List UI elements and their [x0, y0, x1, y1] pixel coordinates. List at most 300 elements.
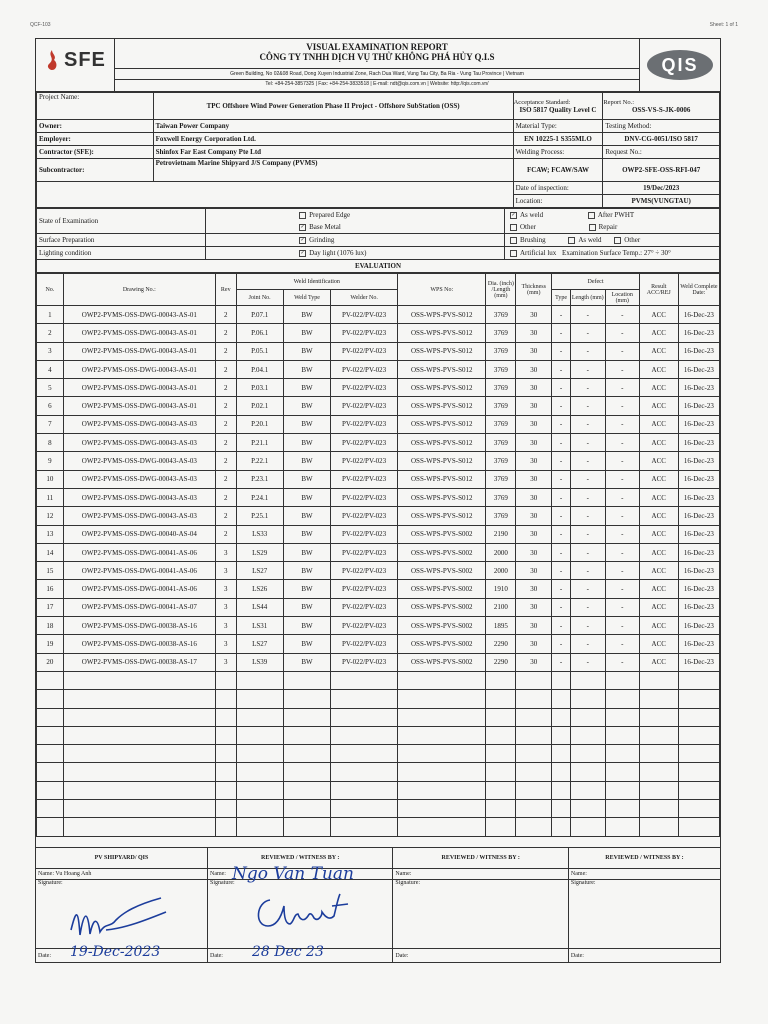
table-cell-rev: 3 [215, 562, 236, 580]
report-frame [35, 38, 721, 963]
table-row [37, 653, 720, 671]
table-cell-thk: 30 [516, 470, 552, 488]
table-cell-dtype: - [552, 379, 571, 397]
subcontractor-value: Petrovietnam Marine Shipyard J/S Company (PVMS) [153, 159, 513, 182]
table-cell-dtype: - [552, 415, 571, 433]
doc-code: QCF-103 [30, 22, 51, 28]
table-cell-rev: 2 [215, 306, 236, 324]
acceptance-standard: ISO 5817 Quality Level C [519, 105, 597, 114]
table-cell-wps: OSS-WPS-PVS-S012 [398, 342, 486, 360]
table-cell-wtype: BW [283, 507, 330, 525]
table-cell-thk: 30 [516, 306, 552, 324]
day-light-checkbox[interactable]: ✓ [300, 250, 305, 256]
table-cell-wps: OSS-WPS-PVS-S002 [398, 617, 486, 635]
table-cell-result: ACC [639, 434, 678, 452]
table-cell-date: 16-Dec-23 [678, 617, 719, 635]
table-cell-welder: PV-022/PV-023 [331, 415, 398, 433]
table-cell-drawing: OWP2-PVMS-OSS-DWG-00038-AS-17 [63, 653, 215, 671]
table-cell-no: 7 [37, 415, 64, 433]
table-cell-drawing: OWP2-PVMS-OSS-DWG-00043-AS-03 [63, 488, 215, 506]
table-cell-thk: 30 [516, 598, 552, 616]
report-title: VISUAL EXAMINATION REPORT [306, 42, 448, 52]
table-cell-joint: P.03.1 [236, 379, 283, 397]
table-cell-date: 16-Dec-23 [678, 543, 719, 561]
table-cell-result: ACC [639, 543, 678, 561]
table-cell-result: ACC [639, 653, 678, 671]
sheet-number: Sheet: 1 of 1 [709, 22, 738, 28]
table-cell-wtype: BW [283, 580, 330, 598]
table-cell-dia: 3769 [486, 360, 516, 378]
table-cell-dlen: - [570, 470, 605, 488]
table-cell-dtype: - [552, 470, 571, 488]
table-cell-rev: 2 [215, 415, 236, 433]
project-label: Project Name: [37, 93, 154, 120]
grinding-checkbox[interactable]: ✓ [300, 237, 305, 243]
table-cell-joint: LS27 [236, 562, 283, 580]
table-cell-thk: 30 [516, 342, 552, 360]
table-cell-drawing: OWP2-PVMS-OSS-DWG-00043-AS-03 [63, 452, 215, 470]
table-cell-thk: 30 [516, 452, 552, 470]
empty-table-row [37, 781, 720, 799]
table-cell-joint: LS31 [236, 617, 283, 635]
header-titles [114, 39, 640, 91]
table-cell-result: ACC [639, 470, 678, 488]
table-cell-dloc: - [605, 562, 639, 580]
table-cell-dtype: - [552, 580, 571, 598]
conditions-table: State of Examination Prepared Edge ✓ As weld After PWHT ✓ Base Metal Other Repair Surface Preparation ✓ Grinding Brushing As weld Other Lighting condition ✓ Day light (1076 lux) Artificial lux Examination Surface Temp.: 27° ÷ 30° EVALUATION [36, 208, 720, 273]
report-number: OSS-VS-S-JK-0006 [631, 105, 691, 114]
table-cell-wps: OSS-WPS-PVS-S002 [398, 653, 486, 671]
table-cell-rev: 3 [215, 543, 236, 561]
empty-table-row [37, 690, 720, 708]
table-cell-welder: PV-022/PV-023 [331, 397, 398, 415]
table-cell-joint: P.02.1 [236, 397, 283, 415]
table-cell-wps: OSS-WPS-PVS-S002 [398, 562, 486, 580]
table-cell-result: ACC [639, 562, 678, 580]
inspection-location: PVMS(VUNGTAU) [603, 195, 720, 208]
table-cell-welder: PV-022/PV-023 [331, 306, 398, 324]
table-cell-welder: PV-022/PV-023 [331, 653, 398, 671]
table-cell-dloc: - [605, 525, 639, 543]
table-cell-dloc: - [605, 415, 639, 433]
table-cell-drawing: OWP2-PVMS-OSS-DWG-00043-AS-01 [63, 360, 215, 378]
table-cell-dtype: - [552, 635, 571, 653]
table-cell-dtype: - [552, 360, 571, 378]
table-cell-dlen: - [570, 635, 605, 653]
table-cell-joint: LS27 [236, 635, 283, 653]
table-cell-date: 16-Dec-23 [678, 379, 719, 397]
table-cell-joint: P.06.1 [236, 324, 283, 342]
as-weld-2-checkbox[interactable] [568, 237, 575, 244]
table-cell-date: 16-Dec-23 [678, 342, 719, 360]
table-cell-welder: PV-022/PV-023 [331, 360, 398, 378]
table-cell-dtype: - [552, 562, 571, 580]
table-cell-dlen: - [570, 617, 605, 635]
table-cell-thk: 30 [516, 360, 552, 378]
table-cell-welder: PV-022/PV-023 [331, 324, 398, 342]
table-cell-thk: 30 [516, 507, 552, 525]
after-pwht-checkbox[interactable] [588, 212, 595, 219]
table-cell-wtype: BW [283, 470, 330, 488]
table-cell-dtype: - [552, 525, 571, 543]
table-cell-rev: 3 [215, 653, 236, 671]
table-cell-wtype: BW [283, 306, 330, 324]
table-cell-no: 14 [37, 543, 64, 561]
table-cell-joint: LS33 [236, 525, 283, 543]
table-cell-welder: PV-022/PV-023 [331, 598, 398, 616]
base-metal-checkbox[interactable]: ✓ [300, 224, 305, 230]
table-cell-result: ACC [639, 488, 678, 506]
table-cell-thk: 30 [516, 653, 552, 671]
table-cell-welder: PV-022/PV-023 [331, 580, 398, 598]
table-cell-wps: OSS-WPS-PVS-S002 [398, 635, 486, 653]
table-cell-date: 16-Dec-23 [678, 452, 719, 470]
as-weld-checkbox[interactable]: ✓ [511, 212, 516, 218]
table-cell-dtype: - [552, 507, 571, 525]
table-cell-dloc: - [605, 324, 639, 342]
table-cell-result: ACC [639, 324, 678, 342]
table-row [37, 562, 720, 580]
table-row [37, 525, 720, 543]
table-cell-wtype: BW [283, 562, 330, 580]
table-cell-dtype: - [552, 342, 571, 360]
table-cell-dloc: - [605, 598, 639, 616]
table-cell-thk: 30 [516, 543, 552, 561]
table-cell-wtype: BW [283, 342, 330, 360]
table-cell-dia: 2000 [486, 562, 516, 580]
table-cell-dlen: - [570, 488, 605, 506]
table-cell-wps: OSS-WPS-PVS-S012 [398, 452, 486, 470]
table-cell-date: 16-Dec-23 [678, 562, 719, 580]
table-cell-no: 6 [37, 397, 64, 415]
evaluation-table: No. Drawing No.: Rev Weld Identification WPS No: Dia. (inch) /Length (mm) Thickness (mm) Defect Result ACC/REJ Weld Complete Date: Joint No. Weld Type Welder No. Type Length (mm) Location (mm) 1 OWP2-PVMS-OSS-DWG-00043-AS-01 2 P.07.1 BW PV-022/PV-023 OSS-WPS-PVS-S012 3769 30 - - - ACC 16-Dec-23 2 OWP2-PVMS-OSS-DWG-00043-AS-01 2 P.06.1 BW PV-022/PV-023 OSS-WPS-PVS-S012 3769 30 - - - ACC 16-Dec-23 3 OWP2-PVMS-OSS-DWG-00043-AS-01 2 P.05.1 BW PV-022/PV-023 OSS-WPS-PVS-S012 3769 30 - - - ACC 16-Dec-23 4 OWP2-PVMS-OSS-DWG-00043-AS-01 2 P.04.1 BW PV-022/PV-023 OSS-WPS-PVS-S012 3769 30 - - - ACC 16-Dec-23 5 OWP2-PVMS-OSS-DWG-00043-AS-01 2 P.03.1 BW PV-022/PV-023 OSS-WPS-PVS-S012 3769 30 - - - ACC 16-Dec-23 6 OWP2-PVMS-OSS-DWG-00043-AS-01 2 P.02.1 BW PV-022/PV-023 OSS-WPS-PVS-S012 3769 30 - - - ACC 16-Dec-23 7 OWP2-PVMS-OSS-DWG-00043-AS-03 2 P.20.1 BW PV-022/PV-023 OSS-WPS-PVS-S012 3769 30 - - - ACC 16-Dec-23 8 OWP2-PVMS-OSS-DWG-00043-AS-03 2 P.21.1 BW PV-022/PV-023 OSS-WPS-PVS-S012 3769 30 - - - ACC 16-Dec-23 9 OWP2-PVMS-OSS-DWG-00043-AS-03 2 P.22.1 BW PV-022/PV-023 OSS-WPS-PVS-S012 3769 30 - - - ACC 16-Dec-23 10 OWP2-PVMS-OSS-DWG-00043-AS-03 2 P.23.1 BW PV-022/PV-023 OSS-WPS-PVS-S012 3769 30 - - - ACC 16-Dec-23 11 OWP2-PVMS-OSS-DWG-00043-AS-03 2 P.24.1 BW PV-022/PV-023 OSS-WPS-PVS-S012 3769 30 - - - ACC 16-Dec-23 12 OWP2-PVMS-OSS-DWG-00043-AS-03 2 P.25.1 BW PV-022/PV-023 OSS-WPS-PVS-S012 3769 30 - - - ACC 16-Dec-23 13 OWP2-PVMS-OSS-DWG-00040-AS-04 2 LS33 BW PV-022/PV-023 OSS-WPS-PVS-S002 2190 30 - - - ACC 16-Dec-23 14 OWP2-PVMS-OSS-DWG-00041-AS-06 3 LS29 BW PV-022/PV-023 OSS-WPS-PVS-S002 2000 30 - - - ACC 16-Dec-23 15 OWP2-PVMS-OSS-DWG-00041-AS-06 3 LS27 BW PV-022/PV-023 OSS-WPS-PVS-S002 2000 30 - - - ACC 16-Dec-23 16 OWP2-PVMS-OSS-DWG-00041-AS-06 3 LS26 BW PV-022/PV-023 OSS-WPS-PVS-S002 1910 30 - - - ACC 16-Dec-23 17 OWP2-PVMS-OSS-DWG-00041-AS-07 3 LS44 BW PV-022/PV-023 OSS-WPS-PVS-S002 2100 30 - - - ACC 16-Dec-23 18 OWP2-PVMS-OSS-DWG-00038-AS-16 3 LS31 BW PV-022/PV-023 OSS-WPS-PVS-S002 1895 30 - - - ACC 16-Dec-23 19 OWP2-PVMS-OSS-DWG-00038-AS-16 3 LS27 BW PV-022/PV-023 OSS-WPS-PVS-S002 2290 30 - - - ACC 16-Dec-23 20 OWP2-PVMS-OSS-DWG-00038-AS-17 3 LS39 BW PV-022/PV-023 OSS-WPS-PVS-S002 2290 30 - - - ACC 16-Dec-23 [36, 273, 720, 837]
table-row [37, 470, 720, 488]
table-cell-dloc: - [605, 653, 639, 671]
table-row [37, 598, 720, 616]
table-cell-date: 16-Dec-23 [678, 488, 719, 506]
table-cell-wps: OSS-WPS-PVS-S002 [398, 598, 486, 616]
table-cell-dlen: - [570, 562, 605, 580]
table-cell-drawing: OWP2-PVMS-OSS-DWG-00041-AS-06 [63, 562, 215, 580]
table-cell-joint: P.04.1 [236, 360, 283, 378]
table-cell-joint: LS44 [236, 598, 283, 616]
table-cell-dtype: - [552, 598, 571, 616]
table-cell-wps: OSS-WPS-PVS-S012 [398, 379, 486, 397]
table-cell-result: ACC [639, 452, 678, 470]
table-cell-welder: PV-022/PV-023 [331, 488, 398, 506]
project-name: TPC Offshore Wind Power Generation Phase II Project - Offshore SubStation (OSS) [153, 93, 513, 120]
signer-name-2-handwritten: Ngo Van Tuan [231, 864, 354, 884]
table-cell-wtype: BW [283, 324, 330, 342]
table-cell-result: ACC [639, 415, 678, 433]
flame-icon [44, 49, 60, 71]
table-cell-result: ACC [639, 635, 678, 653]
table-cell-welder: PV-022/PV-023 [331, 543, 398, 561]
table-cell-welder: PV-022/PV-023 [331, 434, 398, 452]
table-cell-dia: 1895 [486, 617, 516, 635]
signer-name-1: Vu Hoang Anh [55, 871, 92, 877]
table-cell-wps: OSS-WPS-PVS-S012 [398, 488, 486, 506]
table-cell-rev: 2 [215, 470, 236, 488]
table-cell-result: ACC [639, 397, 678, 415]
table-cell-dtype: - [552, 397, 571, 415]
table-cell-welder: PV-022/PV-023 [331, 507, 398, 525]
table-row [37, 397, 720, 415]
table-cell-dlen: - [570, 580, 605, 598]
signature-2 [248, 888, 358, 933]
table-cell-dloc: - [605, 635, 639, 653]
table-cell-joint: P.25.1 [236, 507, 283, 525]
table-cell-joint: P.20.1 [236, 415, 283, 433]
table-cell-date: 16-Dec-23 [678, 635, 719, 653]
table-cell-wtype: BW [283, 379, 330, 397]
qis-logo: QIS [639, 39, 720, 91]
table-cell-joint: LS29 [236, 543, 283, 561]
table-cell-no: 15 [37, 562, 64, 580]
table-cell-joint: P.22.1 [236, 452, 283, 470]
table-cell-dtype: - [552, 653, 571, 671]
prepared-edge-checkbox[interactable] [299, 212, 306, 219]
request-number: OWP2-SFE-OSS-RFI-047 [603, 159, 720, 182]
table-cell-rev: 2 [215, 397, 236, 415]
table-cell-dloc: - [605, 379, 639, 397]
table-cell-result: ACC [639, 379, 678, 397]
table-cell-no: 3 [37, 342, 64, 360]
table-cell-welder: PV-022/PV-023 [331, 470, 398, 488]
table-cell-wtype: BW [283, 525, 330, 543]
table-cell-drawing: OWP2-PVMS-OSS-DWG-00043-AS-03 [63, 470, 215, 488]
table-row [37, 580, 720, 598]
table-cell-no: 1 [37, 306, 64, 324]
table-cell-thk: 30 [516, 434, 552, 452]
table-cell-rev: 2 [215, 342, 236, 360]
table-cell-drawing: OWP2-PVMS-OSS-DWG-00043-AS-01 [63, 397, 215, 415]
contractor-value: Shinfox Far East Company Pte Ltd [153, 146, 513, 159]
table-cell-date: 16-Dec-23 [678, 415, 719, 433]
table-cell-dloc: - [605, 543, 639, 561]
table-cell-rev: 2 [215, 324, 236, 342]
company-name: CÔNG TY TNHH DỊCH VỤ THỬ KHÔNG PHÁ HỦY Q.I.S [259, 52, 495, 62]
table-cell-dlen: - [570, 397, 605, 415]
table-cell-dtype: - [552, 324, 571, 342]
table-cell-drawing: OWP2-PVMS-OSS-DWG-00040-AS-04 [63, 525, 215, 543]
table-cell-dloc: - [605, 470, 639, 488]
table-cell-wtype: BW [283, 543, 330, 561]
table-row [37, 617, 720, 635]
table-cell-wps: OSS-WPS-PVS-S012 [398, 306, 486, 324]
report-header [36, 39, 720, 92]
table-cell-dloc: - [605, 488, 639, 506]
table-cell-dia: 3769 [486, 342, 516, 360]
table-cell-wps: OSS-WPS-PVS-S012 [398, 507, 486, 525]
table-cell-wtype: BW [283, 360, 330, 378]
owner-value: Taiwan Power Company [153, 120, 513, 133]
table-cell-joint: P.23.1 [236, 470, 283, 488]
table-cell-no: 13 [37, 525, 64, 543]
brushing-checkbox[interactable] [510, 237, 517, 244]
table-cell-drawing: OWP2-PVMS-OSS-DWG-00043-AS-03 [63, 507, 215, 525]
table-cell-dlen: - [570, 415, 605, 433]
table-cell-dloc: - [605, 580, 639, 598]
table-cell-dia: 2000 [486, 543, 516, 561]
table-cell-dloc: - [605, 452, 639, 470]
table-cell-joint: P.21.1 [236, 434, 283, 452]
table-cell-thk: 30 [516, 397, 552, 415]
table-cell-date: 16-Dec-23 [678, 397, 719, 415]
table-cell-drawing: OWP2-PVMS-OSS-DWG-00043-AS-01 [63, 379, 215, 397]
table-cell-wps: OSS-WPS-PVS-S012 [398, 360, 486, 378]
table-cell-dlen: - [570, 306, 605, 324]
table-cell-wps: OSS-WPS-PVS-S012 [398, 415, 486, 433]
table-cell-dia: 3769 [486, 379, 516, 397]
table-cell-date: 16-Dec-23 [678, 360, 719, 378]
table-cell-dtype: - [552, 452, 571, 470]
table-cell-no: 8 [37, 434, 64, 452]
table-cell-result: ACC [639, 617, 678, 635]
table-cell-no: 2 [37, 324, 64, 342]
table-cell-drawing: OWP2-PVMS-OSS-DWG-00041-AS-06 [63, 543, 215, 561]
table-cell-welder: PV-022/PV-023 [331, 635, 398, 653]
table-cell-thk: 30 [516, 525, 552, 543]
table-cell-rev: 2 [215, 488, 236, 506]
exam-surface-temp: Examination Surface Temp.: 27° ÷ 30° [562, 249, 671, 257]
table-cell-wps: OSS-WPS-PVS-S012 [398, 434, 486, 452]
table-cell-dloc: - [605, 434, 639, 452]
empty-table-row [37, 708, 720, 726]
table-cell-dia: 3769 [486, 488, 516, 506]
table-cell-joint: P.07.1 [236, 306, 283, 324]
empty-table-row [37, 818, 720, 836]
table-cell-result: ACC [639, 342, 678, 360]
table-cell-welder: PV-022/PV-023 [331, 525, 398, 543]
table-cell-rev: 3 [215, 635, 236, 653]
table-cell-welder: PV-022/PV-023 [331, 379, 398, 397]
table-cell-dlen: - [570, 379, 605, 397]
table-cell-dia: 3769 [486, 397, 516, 415]
table-cell-joint: LS26 [236, 580, 283, 598]
table-cell-dlen: - [570, 452, 605, 470]
table-cell-wtype: BW [283, 488, 330, 506]
table-cell-wtype: BW [283, 598, 330, 616]
table-cell-thk: 30 [516, 324, 552, 342]
other-2-checkbox[interactable] [614, 237, 621, 244]
table-cell-date: 16-Dec-23 [678, 598, 719, 616]
table-cell-result: ACC [639, 507, 678, 525]
table-cell-date: 16-Dec-23 [678, 434, 719, 452]
table-cell-no: 12 [37, 507, 64, 525]
table-cell-dia: 3769 [486, 434, 516, 452]
table-cell-rev: 2 [215, 507, 236, 525]
other-checkbox[interactable] [510, 224, 517, 231]
table-row [37, 415, 720, 433]
table-cell-drawing: OWP2-PVMS-OSS-DWG-00043-AS-01 [63, 306, 215, 324]
table-row [37, 379, 720, 397]
welding-process: FCAW; FCAW/SAW [513, 159, 603, 182]
table-cell-dlen: - [570, 653, 605, 671]
table-cell-thk: 30 [516, 488, 552, 506]
table-cell-no: 11 [37, 488, 64, 506]
table-cell-dtype: - [552, 543, 571, 561]
table-cell-result: ACC [639, 525, 678, 543]
empty-table-row [37, 745, 720, 763]
table-cell-dloc: - [605, 507, 639, 525]
table-cell-dia: 3769 [486, 470, 516, 488]
table-cell-dia: 2190 [486, 525, 516, 543]
table-cell-no: 18 [37, 617, 64, 635]
table-cell-date: 16-Dec-23 [678, 507, 719, 525]
table-row [37, 507, 720, 525]
table-cell-dlen: - [570, 525, 605, 543]
table-cell-wps: OSS-WPS-PVS-S002 [398, 543, 486, 561]
table-cell-wps: OSS-WPS-PVS-S002 [398, 525, 486, 543]
evaluation-title: EVALUATION [37, 260, 720, 273]
table-row [37, 342, 720, 360]
table-cell-dlen: - [570, 434, 605, 452]
artificial-lux-checkbox[interactable] [510, 250, 517, 257]
repair-checkbox[interactable] [589, 224, 596, 231]
table-cell-no: 4 [37, 360, 64, 378]
table-cell-rev: 2 [215, 360, 236, 378]
sfe-logo: SFE [36, 39, 115, 91]
inspection-date: 19/Dec/2023 [603, 182, 720, 195]
table-cell-rev: 2 [215, 452, 236, 470]
table-row [37, 543, 720, 561]
table-cell-no: 16 [37, 580, 64, 598]
table-cell-dia: 1910 [486, 580, 516, 598]
table-cell-dia: 3769 [486, 306, 516, 324]
table-cell-date: 16-Dec-23 [678, 306, 719, 324]
table-cell-dlen: - [570, 360, 605, 378]
table-cell-thk: 30 [516, 415, 552, 433]
table-cell-rev: 2 [215, 525, 236, 543]
table-cell-no: 19 [37, 635, 64, 653]
table-cell-joint: P.05.1 [236, 342, 283, 360]
table-row [37, 452, 720, 470]
table-cell-dia: 2100 [486, 598, 516, 616]
table-cell-wps: OSS-WPS-PVS-S012 [398, 470, 486, 488]
table-cell-wtype: BW [283, 397, 330, 415]
table-cell-rev: 3 [215, 598, 236, 616]
table-cell-dlen: - [570, 598, 605, 616]
table-cell-dia: 3769 [486, 415, 516, 433]
sign-date-1-handwritten: 19-Dec-2023 [70, 944, 161, 960]
table-cell-dtype: - [552, 434, 571, 452]
table-cell-date: 16-Dec-23 [678, 580, 719, 598]
table-cell-thk: 30 [516, 617, 552, 635]
table-cell-thk: 30 [516, 580, 552, 598]
table-cell-wtype: BW [283, 452, 330, 470]
employer-value: Foxwell Energy Corporation Ltd. [153, 133, 513, 146]
table-cell-dtype: - [552, 306, 571, 324]
table-cell-thk: 30 [516, 562, 552, 580]
table-cell-wtype: BW [283, 415, 330, 433]
table-cell-drawing: OWP2-PVMS-OSS-DWG-00038-AS-16 [63, 617, 215, 635]
table-cell-wtype: BW [283, 635, 330, 653]
table-cell-dlen: - [570, 342, 605, 360]
table-cell-wtype: BW [283, 653, 330, 671]
table-cell-result: ACC [639, 580, 678, 598]
table-row [37, 324, 720, 342]
table-cell-no: 17 [37, 598, 64, 616]
table-cell-rev: 2 [215, 379, 236, 397]
table-cell-rev: 2 [215, 434, 236, 452]
table-cell-drawing: OWP2-PVMS-OSS-DWG-00038-AS-16 [63, 635, 215, 653]
table-cell-dloc: - [605, 617, 639, 635]
table-cell-no: 20 [37, 653, 64, 671]
material-type: EN 10225-1 S355MLO [513, 133, 603, 146]
table-cell-wps: OSS-WPS-PVS-S002 [398, 580, 486, 598]
sign-date-2-handwritten: 28 Dec 23 [251, 944, 324, 960]
